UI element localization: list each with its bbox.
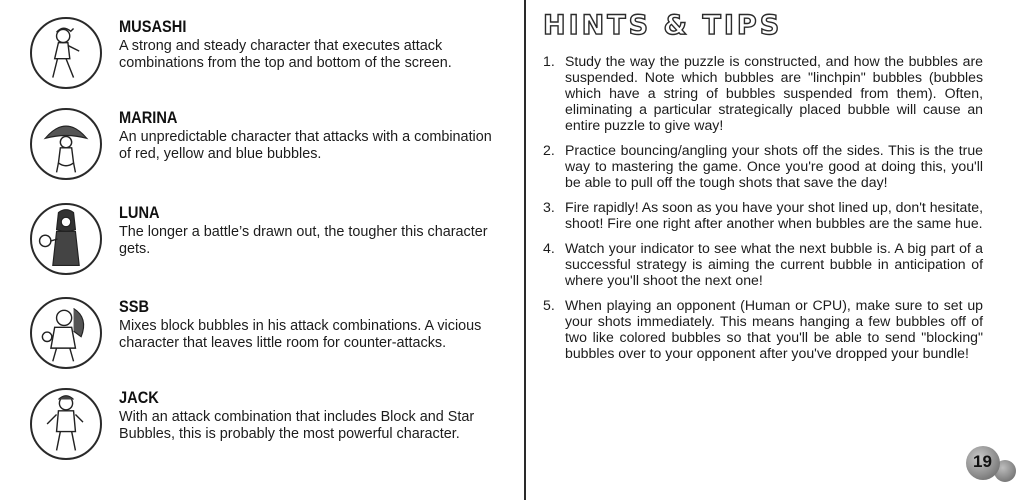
hint-item [543, 142, 983, 190]
page-divider [524, 0, 526, 500]
character-marina [30, 108, 500, 188]
hint-item [543, 240, 983, 288]
character-description: Mixes block bubbles in his attack combinations. A vicious character that leaves little room for counter-attacks. [119, 318, 482, 351]
luna-portrait [30, 203, 102, 275]
hint-number: 1. [543, 53, 555, 69]
hint-number: 3. [543, 199, 555, 215]
hint-text: Fire rapidly! As soon as you have your shot lined up, don't hesitate, shoot! Fire one right after another when bubbles are the same hue. [565, 199, 983, 231]
page-number: 19 [973, 452, 992, 471]
character-name: SSB [119, 297, 150, 316]
character-description: The longer a battle’s drawn out, the tougher this character gets. [119, 224, 488, 257]
character-name: LUNA [119, 203, 160, 222]
hint-item [543, 53, 983, 133]
hint-text: Study the way the puzzle is constructed, and how the bubbles are suspended. Note which bubbles are "linchpin" bubbles (bubbles which have a string of bubbles suspended from them). Often, eliminating a particular strategically placed bubble will cause an entire puzzle to give way! [565, 53, 983, 133]
jack-portrait [30, 388, 102, 460]
hint-item [543, 199, 983, 231]
character-description: An unpredictable character that attacks with a combination of red, yellow and blue bubbles. [119, 129, 492, 162]
hints-title: HINTS & TIPS [543, 10, 783, 41]
hint-number: 5. [543, 297, 555, 313]
character-description: A strong and steady character that executes attack combinations from the top and bottom of the screen. [119, 38, 452, 71]
character-description: With an attack combination that includes Block and Star Bubbles, this is probably the most powerful character. [119, 409, 475, 442]
character-ssb [30, 297, 500, 377]
character-luna [30, 203, 500, 283]
hint-text: Practice bouncing/angling your shots off the sides. This is the true way to mastering the game. Once you're good at doing this, you'll be able to pull off the tough shots that save the day! [565, 142, 983, 190]
hint-number: 2. [543, 142, 555, 158]
hints-list [543, 53, 983, 370]
hint-text: When playing an opponent (Human or CPU), make sure to set up your shots immediately. This means hanging a few bubbles off of two like colored bubbles so that you'll be able to send "blocking" bubbles over to your opponent after you've dropped your bundle! [565, 297, 983, 361]
hint-text: Watch your indicator to see what the next bubble is. A big part of a successful strategy is aiming the current bubble in anticipation of where you'll shoot the next one! [565, 240, 983, 288]
character-name: MUSASHI [119, 17, 187, 36]
marina-portrait [30, 108, 102, 180]
ssb-portrait [30, 297, 102, 369]
musashi-portrait [30, 17, 102, 89]
character-name: MARINA [119, 108, 178, 127]
hint-number: 4. [543, 240, 555, 256]
character-musashi [30, 17, 500, 97]
character-name: JACK [119, 388, 159, 407]
hint-item [543, 297, 983, 361]
character-jack [30, 388, 500, 468]
